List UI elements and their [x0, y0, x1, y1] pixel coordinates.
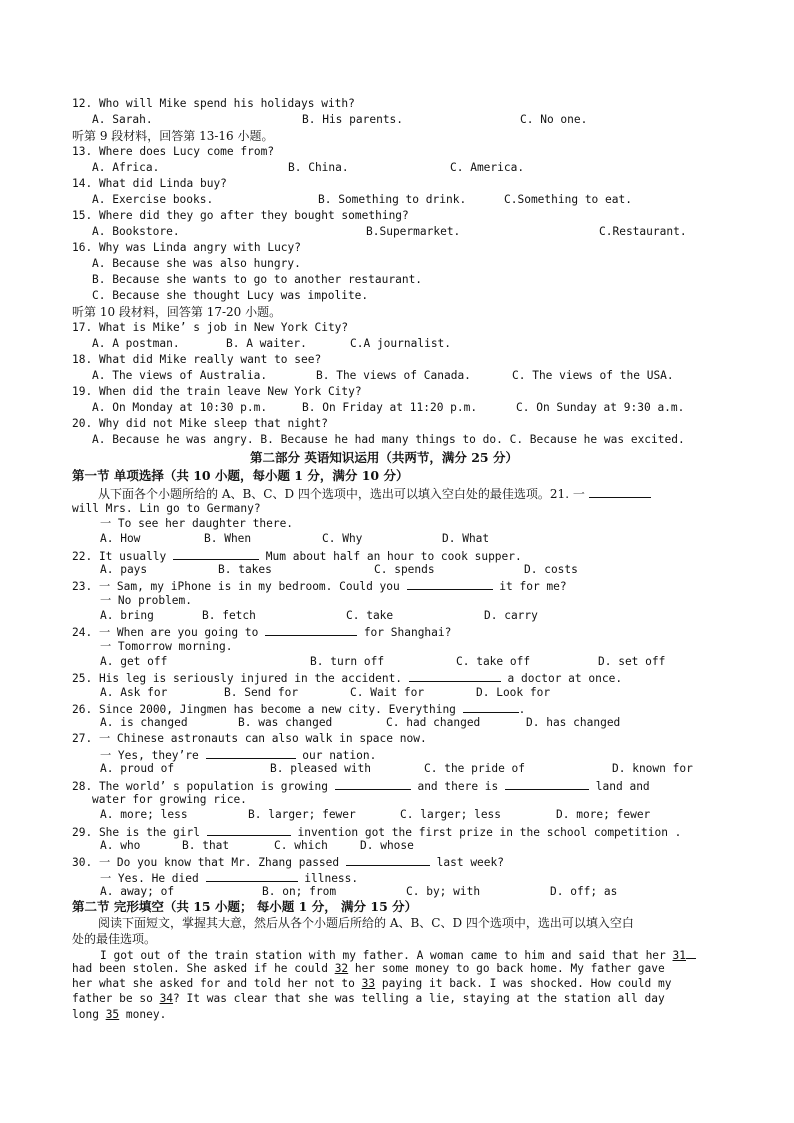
- option-17b: B. A waiter.: [226, 337, 307, 350]
- question-27: 27. 一 Chinese astronauts can also walk in space now.: [72, 732, 427, 745]
- question-17: 17. What is Mike’ s job in New York City?: [72, 321, 349, 334]
- option-24c: C. take off: [456, 655, 531, 668]
- option-13c: C. America.: [450, 161, 525, 174]
- option-13b: B. China.: [288, 161, 349, 174]
- option-18b: B. The views of Canada.: [316, 369, 471, 382]
- response-24: 一 Tomorrow morning.: [100, 640, 233, 653]
- option-19a: A. On Monday at 10:30 p.m.: [92, 401, 268, 414]
- question-20: 20. Why did not Mike sleep that night?: [72, 417, 328, 430]
- option-16c: C. Because she thought Lucy was impolite.: [92, 289, 369, 302]
- option-28c: C. larger; less: [400, 808, 502, 821]
- blank-31[interactable]: 31: [672, 949, 686, 962]
- option-14a: A. Exercise books.: [92, 193, 214, 206]
- option-29a: A. who: [100, 839, 141, 852]
- option-26d: D. has changed: [526, 716, 621, 729]
- option-25b: B. Send for: [224, 686, 299, 699]
- question-21: will Mrs. Lin go to Germany?: [72, 502, 261, 515]
- response-30: 一 Yes. He died illness.: [100, 872, 359, 885]
- option-24d: D. set off: [598, 655, 666, 668]
- question-18: 18. What did Mike really want to see?: [72, 353, 322, 366]
- option-19b: B. On Friday at 11:20 p.m.: [302, 401, 478, 414]
- option-16b: B. Because she wants to go to another restaurant.: [92, 273, 423, 286]
- question-12: 12. Who will Mike spend his holidays with?: [72, 97, 355, 110]
- option-15b: B.Supermarket.: [366, 225, 461, 238]
- option-28d: D. more; fewer: [556, 808, 651, 821]
- options-20: A. Because he was angry. B. Because he had many things to do. C. Because he was excited.: [92, 433, 685, 446]
- option-29d: D. whose: [360, 839, 414, 852]
- blank-33[interactable]: 33: [361, 977, 376, 990]
- question-30: 30. 一 Do you know that Mr. Zhang passed last week?: [72, 856, 504, 869]
- material-9-instruction: 听第 9 段材料，回答第 13-16 小题。: [72, 129, 274, 143]
- section-2-instruction: 阅读下面短文，掌握其大意，然后从各个小题后所给的 A、B、C、D 四个选项中，选出可以填入空白: [98, 916, 634, 930]
- blank-28b[interactable]: [505, 778, 589, 790]
- question-19: 19. When did the train leave New York City?: [72, 385, 362, 398]
- option-25a: A. Ask for: [100, 686, 168, 699]
- option-14b: B. Something to drink.: [318, 193, 467, 206]
- question-26: 26. Since 2000, Jingmen has become a new city. Everything .: [72, 703, 526, 716]
- option-22d: D. costs: [524, 563, 578, 576]
- blank-30b[interactable]: [206, 870, 298, 882]
- cloze-line-3: her what she asked for and told her not to 33 paying it back. I was shocked. How could my: [72, 977, 672, 990]
- option-27c: C. the pride of: [424, 762, 526, 775]
- option-12c: C. No one.: [520, 113, 588, 126]
- blank-27[interactable]: [206, 747, 296, 759]
- option-24a: A. get off: [100, 655, 168, 668]
- question-24: 24. 一 When are you going to for Shanghai?: [72, 626, 452, 639]
- question-13: 13. Where does Lucy come from?: [72, 145, 275, 158]
- blank-31-tail: [686, 947, 696, 959]
- question-15: 15. Where did they go after they bought something?: [72, 209, 409, 222]
- blank-21[interactable]: [589, 486, 651, 498]
- option-30c: C. by; with: [406, 885, 481, 898]
- cloze-line-4: father be so 34? It was clear that she was telling a lie, staying at the station all day: [72, 992, 665, 1005]
- option-27b: B. pleased with: [270, 762, 372, 775]
- option-25c: C. Wait for: [350, 686, 425, 699]
- option-17a: A. A postman.: [92, 337, 180, 350]
- option-23d: D. carry: [484, 609, 538, 622]
- option-26b: B. was changed: [238, 716, 333, 729]
- blank-29[interactable]: [207, 824, 291, 836]
- option-30b: B. on; from: [262, 885, 337, 898]
- blank-26[interactable]: [463, 701, 519, 713]
- option-15a: A. Bookstore.: [92, 225, 180, 238]
- response-23: 一 No problem.: [100, 594, 193, 607]
- question-23: 23. 一 Sam, my iPhone is in my bedroom. Could you it for me?: [72, 580, 567, 593]
- option-17c: C.A journalist.: [350, 337, 452, 350]
- option-16a: A. Because she was also hungry.: [92, 257, 301, 270]
- blank-34[interactable]: 34: [159, 992, 174, 1005]
- option-26c: C. had changed: [386, 716, 481, 729]
- blank-22[interactable]: [173, 548, 259, 560]
- option-15c: C.Restaurant.: [599, 225, 687, 238]
- question-28-cont: water for growing rice.: [92, 793, 247, 806]
- question-25: 25. His leg is seriously injured in the accident. a doctor at once.: [72, 672, 623, 685]
- section-1-heading: 第一节 单项选择（共 10 小题，每小题 1 分，满分 10 分）: [72, 468, 409, 483]
- option-27a: A. proud of: [100, 762, 175, 775]
- question-16: 16. Why was Linda angry with Lucy?: [72, 241, 302, 254]
- option-23c: C. take: [346, 609, 394, 622]
- section-1-instruction: 从下面各个小题所给的 A、B、C、D 四个选项中，选出可以填入空白处的最佳选项。21. 一: [98, 486, 651, 501]
- question-29: 29. She is the girl invention got the first prize in the school competition .: [72, 826, 682, 839]
- option-18a: A. The views of Australia.: [92, 369, 268, 382]
- option-26a: A. is changed: [100, 716, 188, 729]
- option-22b: B. takes: [218, 563, 272, 576]
- blank-25[interactable]: [409, 670, 501, 682]
- blank-28a[interactable]: [335, 778, 411, 790]
- option-23b: B. fetch: [202, 609, 256, 622]
- cloze-line-2: had been stolen. She asked if he could 32 her some money to go back home. My father gave: [72, 962, 665, 975]
- option-25d: D. Look for: [476, 686, 551, 699]
- option-22c: C. spends: [374, 563, 435, 576]
- blank-35[interactable]: 35: [105, 1008, 120, 1021]
- option-28a: A. more; less: [100, 808, 188, 821]
- blank-30a[interactable]: [346, 854, 430, 866]
- option-29b: B. that: [182, 839, 230, 852]
- option-23a: A. bring: [100, 609, 154, 622]
- response-21: 一 To see her daughter there.: [100, 517, 294, 530]
- option-18c: C. The views of the USA.: [512, 369, 674, 382]
- option-21b: B. When: [204, 532, 252, 545]
- blank-24[interactable]: [265, 624, 357, 636]
- response-27: 一 Yes, they’re our nation.: [100, 749, 377, 762]
- option-21d: D. What: [442, 532, 490, 545]
- option-27d: D. known for: [612, 762, 693, 775]
- section-2-heading: 第二节 完形填空（共 15 小题； 每小题 1 分， 满分 15 分）: [72, 899, 418, 914]
- option-21c: C. Why: [322, 532, 363, 545]
- part-2-heading: 第二部分 英语知识运用（共两节，满分 25 分）: [250, 450, 518, 465]
- option-12a: A. Sarah.: [92, 113, 153, 126]
- option-22a: A. pays: [100, 563, 148, 576]
- option-19c: C. On Sunday at 9:30 a.m.: [516, 401, 685, 414]
- blank-32[interactable]: 32: [334, 962, 349, 975]
- option-30d: D. off; as: [550, 885, 618, 898]
- option-14c: C.Something to eat.: [504, 193, 632, 206]
- question-22: 22. It usually Mum about half an hour to cook supper.: [72, 550, 522, 563]
- material-10-instruction: 听第 10 段材料，回答第 17-20 小题。: [72, 305, 282, 319]
- option-12b: B. His parents.: [302, 113, 404, 126]
- option-30a: A. away; of: [100, 885, 175, 898]
- option-28b: B. larger; fewer: [248, 808, 356, 821]
- cloze-line-5: long 35 money.: [72, 1008, 167, 1021]
- option-29c: C. which: [274, 839, 328, 852]
- section-2-instruction-cont: 处的最佳选项。: [72, 932, 157, 946]
- question-14: 14. What did Linda buy?: [72, 177, 227, 190]
- cloze-line-1: I got out of the train station with my father. A woman came to him and said that her 31: [100, 947, 696, 963]
- blank-23[interactable]: [407, 578, 493, 590]
- option-24b: B. turn off: [310, 655, 385, 668]
- option-21a: A. How: [100, 532, 141, 545]
- question-28: 28. The world’ s population is growing and there is land and: [72, 780, 650, 793]
- option-13a: A. Africa.: [92, 161, 160, 174]
